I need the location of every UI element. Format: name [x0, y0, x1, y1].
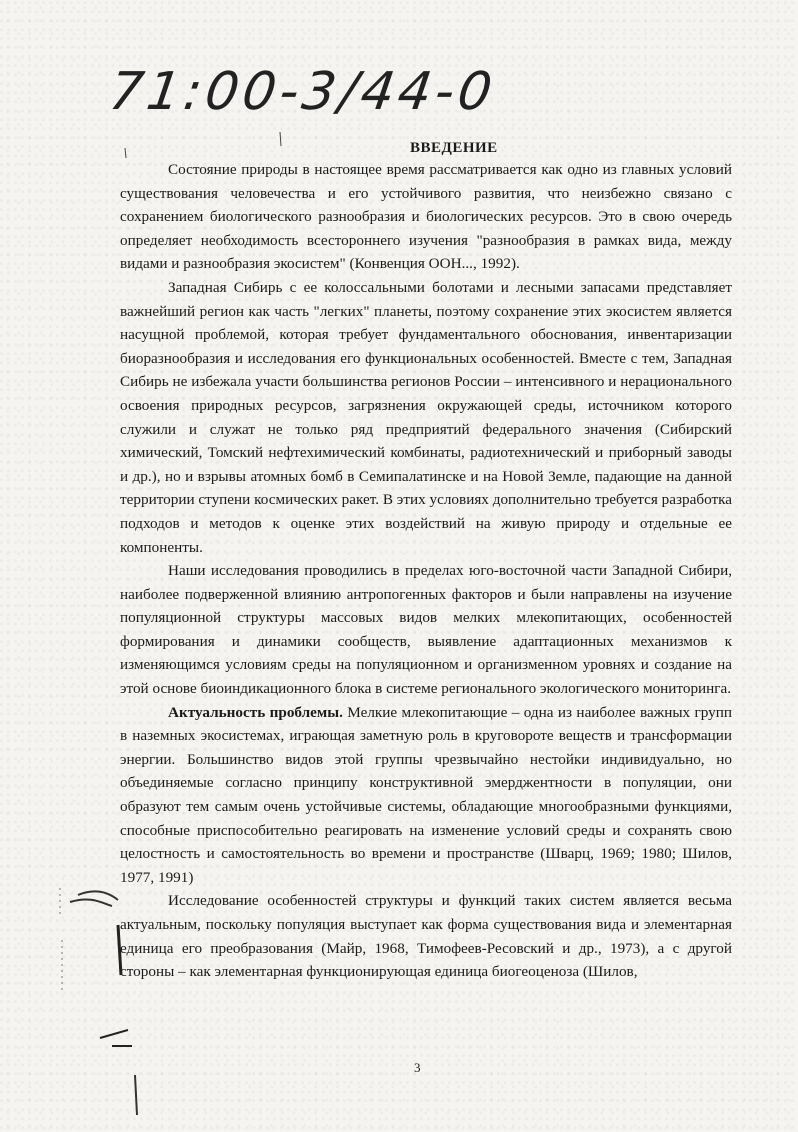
page-title: ВВЕДЕНИЕ [410, 140, 498, 156]
margin-arrow-mark [70, 891, 118, 906]
margin-dots-mark [60, 888, 62, 990]
paragraph-4-text: Мелкие млекопитающие – одна из наиболее важных групп в наземных экосистемах, играющая заметную роль в круговороте веществ и трансформации энергии. Большинство видов этой группы чрезвычайно нестойки индивидуально, но объединяемые согласно принципу конструктивной эмерджентности в популяции, они образуют тем самым очень устойчивые системы, обладающие многообразными функциями, способные приспособительно реагировать на изменение условий среды и сохранять свою целостность и самостоятельность во времени и пространстве (Шварц, 1969; 1980; Шилов, 1977, 1991) [120, 703, 732, 886]
margin-scribble-mark [100, 1030, 132, 1046]
margin-line-mark [135, 1075, 137, 1115]
paragraph-5: Исследование особенностей структуры и функций таких систем является весьма актуальным, поскольку популяция выступает как форма существования вида и элементарная единица его преобразования (Майр, 1968, Тимофеев-Ресовский и др., 1973), а с другой стороны – как элементарная функционирующая единица биогеоценоза (Шилов, [120, 892, 732, 981]
margin-bracket-mark [118, 925, 121, 975]
handwritten-archive-code: 71:00-3/44-0 [105, 62, 500, 122]
paragraph-2: Западная Сибирь с ее колоссальными болотами и лесными запасами представляет важнейший регион как часть "легких" планеты, поэтому сохранение этих экосистем является насущной проблемой, которая требует фундаментального обоснования, инвентаризации биоразнообразия и исследования его функциональных особенностей. Вместе с тем, Западная Сибирь не избежала участи большинства регионов России – интенсивного и нерационального освоения природных ресурсов, загрязнения окружающей среды, источником которого служили и служат не только ряд предприятий федерального значения (Сибирский химический, Томский нефтехимический комбинаты, радиотехнический и приборный заводы и др.), но и взрывы атомных бомб в Семипалатинске и на Новой Земле, падающие на данной территории ступени космических ракет. В этих условиях дополнительно требуется разработка подходов и методов к оценке этих воздействий на живую природу и отдельные ее компоненты. [120, 278, 732, 556]
page-number: 3 [414, 1060, 421, 1075]
speck-mark [125, 132, 281, 158]
paragraph-3: Наши исследования проводились в пределах юго-восточной части Западной Сибири, наиболее подверженной влиянию антропогенных факторов и были направлены на изучение популяционной структуры массовых видов мелких млекопитающих, особенностей формирования и динамики сообществ, выявление адаптационных механизмов к изменяющимся условиям среды на популяционном и организменном уровнях и создание на этой основе биоиндикационного блока в системе регионального экологического мониторинга. [120, 562, 732, 698]
paragraph-1: Состояние природы в настоящее время рассматривается как одно из главных условий существования человечества и его устойчивого развития, что неизбежно связано с сохранением биологического разнообразия и биологических ресурсов. Это в свою очередь определяет необходимость всестороннего изучения "разнообразия в рамках вида, между видами и разнообразия экосистем" (Конвенция ООН..., 1992). [120, 161, 732, 273]
paragraph-4-heading: Актуальность проблемы. [168, 703, 343, 721]
